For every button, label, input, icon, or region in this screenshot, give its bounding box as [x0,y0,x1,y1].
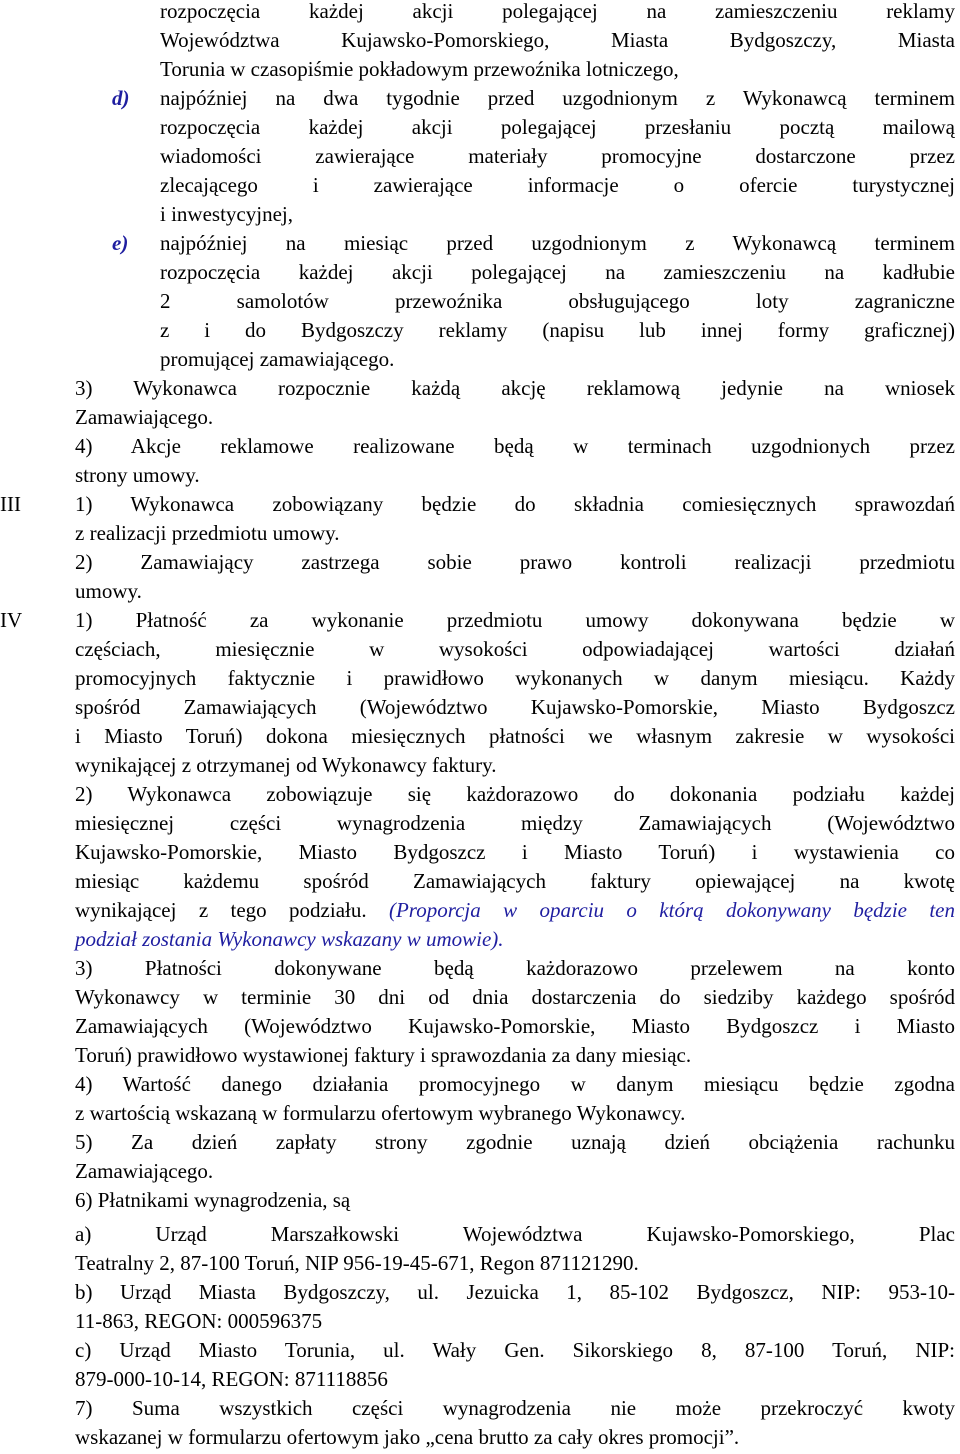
text-line: 1) Płatność za wykonanie przedmiotu umowy dokonywana będzie w [75,608,955,632]
text-line: Zamawiającego. [75,1159,214,1183]
text-line: Toruń) prawidłowo wystawionej faktury i sprawozdania za dany miesiąc. [75,1043,692,1067]
text-line: Torunia w czasopiśmie pokładowym przewoźnika lotniczego, [160,57,679,81]
text-line: wskazanej w formularzu ofertowym jako „cena brutto za cały okres promocji”. [75,1425,740,1449]
text-line: 4) Akcje reklamowe realizowane będą w terminach uzgodnionych przez [75,434,955,458]
text-line: najpóźniej na miesiąc przed uzgodnionym z Wykonawcą terminem [160,231,955,255]
text-line: 2) Zamawiający zastrzega sobie prawo kontroli realizacji przedmiotu [75,550,955,574]
text-line: miesiąc każdemu spośród Zamawiających faktury opiewającej na kwotę [75,869,955,893]
text-line: 1) Wykonawca zobowiązany będzie do składnia comiesięcznych sprawozdań [75,492,955,516]
text-line: 4) Wartość danego działania promocyjnego w danym miesiącu będzie zgodna [75,1072,955,1096]
text-line: wynikającej z tego podziału. (Proporcja w oparciu o którą dokonywany będzie ten [75,898,955,922]
text-line: i inwestycyjnej, [160,202,293,226]
text-line: promującej zamawiającego. [160,347,395,371]
text-line: rozpoczęcia każdej akcji polegającej na zamieszczeniu reklamy [160,0,955,23]
text-line: najpóźniej na dwa tygodnie przed uzgodnionym z Wykonawcą terminem [160,86,955,110]
text-line: 11-863, REGON: 000596375 [75,1309,323,1333]
text-line: Zamawiającego. [75,405,214,429]
text-line: 2 samolotów przewoźnika obsługującego loty zagraniczne [160,289,955,313]
text-line: 2) Wykonawca zobowiązuje się każdorazowo do dokonania podziału każdej [75,782,955,806]
text-line: 3) Płatności dokonywane będą każdorazowo przelewem na konto [75,956,955,980]
text-line: spośród Zamawiających (Województwo Kujawsko-Pomorskie, Miasto Bydgoszcz [75,695,955,719]
text-line: i Miasto Toruń) dokona miesięcznych płatności we własnym zakresie w wysokości [75,724,955,748]
text-line: 3) Wykonawca rozpocznie każdą akcję reklamową jedynie na wniosek [75,376,955,400]
text-line: 6) Płatnikami wynagrodzenia, są [75,1188,351,1212]
text-line: z wartością wskazaną w formularzu ofertowym wybranego Wykonawcy. [75,1101,686,1125]
italic-note: (Proporcja w oparciu o którą dokonywany będzie ten [388,898,955,922]
text-line: wiadomości zawierające materiały promocyjne dostarczone przez [160,144,955,168]
text-line: umowy. [75,579,142,603]
text-line: częściach, miesięcznie w wysokości odpowiadającej wartości działań [75,637,955,661]
text-line: b) Urząd Miasta Bydgoszczy, ul. Jezuicka 1, 85-102 Bydgoszcz, NIP: 953-10- [75,1280,955,1304]
text-line: c) Urząd Miasto Torunia, ul. Wały Gen. Sikorskiego 8, 87-100 Toruń, NIP: [75,1338,955,1362]
text-line: rozpoczęcia każdej akcji polegającej na zamieszczeniu na kadłubie [160,260,955,284]
text-line: zlecającego i zawierające informacje o ofercie turystycznej [160,173,955,197]
text-line: Zamawiających (Województwo Kujawsko-Pomorskie, Miasto Bydgoszcz i Miasto [75,1014,955,1038]
text-line: promocyjnych faktycznie i prawidłowo wykonanych w danym miesiącu. Każdy [75,666,955,690]
text-line: Teatralny 2, 87-100 Toruń, NIP 956-19-45-671, Regon 871121290. [75,1251,639,1275]
text-line: rozpoczęcia każdej akcji polegającej przesłaniu pocztą mailową [160,115,955,139]
list-marker-e: e) [112,231,129,255]
text-line: z i do Bydgoszczy reklamy (napisu lub innej formy graficznej) [160,318,955,342]
text-line: Województwa Kujawsko-Pomorskiego, Miasta Bydgoszczy, Miasta [160,28,955,52]
text-line: strony umowy. [75,463,200,487]
text-line: 5) Za dzień zapłaty strony zgodnie uznają dzień obciążenia rachunku [75,1130,955,1154]
text-line: miesięcznej części wynagrodzenia między Zamawiających (Województwo [75,811,955,835]
text-line: 7) Suma wszystkich części wynagrodzenia nie może przekroczyć kwoty [75,1396,955,1420]
text-line: Kujawsko-Pomorskie, Miasto Bydgoszcz i Miasto Toruń) i wystawienia co [75,840,955,864]
text-line: z realizacji przedmiotu umowy. [75,521,340,545]
text-line: Wykonawcy w terminie 30 dni od dnia dostarczenia do siedziby każdego spośród [75,985,955,1009]
text-line: wynikającej z otrzymanej od Wykonawcy faktury. [75,753,497,777]
list-marker-d: d) [112,86,130,110]
section-number-iii: III [0,492,21,516]
section-number-iv: IV [0,608,23,632]
text-line: a) Urząd Marszałkowski Województwa Kujawsko-Pomorskiego, Plac [75,1222,955,1246]
italic-note-line: podział zostania Wykonawcy wskazany w umowie). [75,927,504,951]
text-line: 879-000-10-14, REGON: 871118856 [75,1367,388,1391]
